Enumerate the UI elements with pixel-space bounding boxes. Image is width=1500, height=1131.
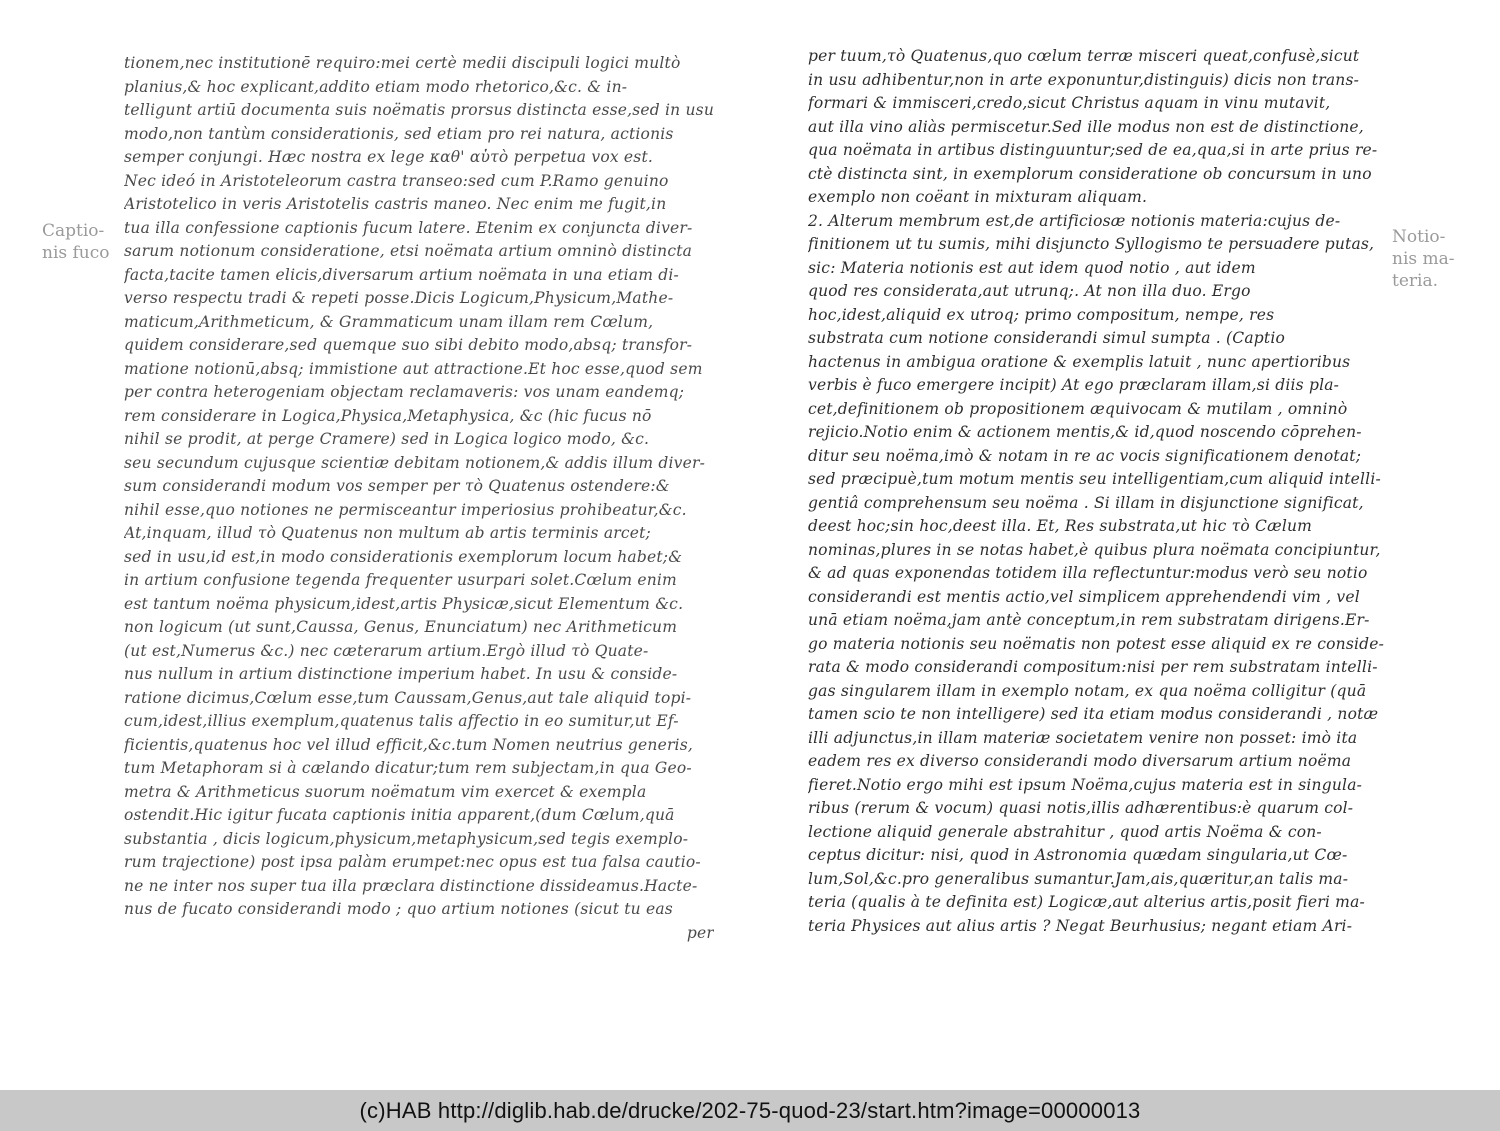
text-line: nus de fucato considerandi modo ; quo artium notiones (sicut tu eas bbox=[124, 900, 673, 918]
text-line: telligunt artiū documenta suis noëmatis prorsus distincta esse,sed in usu bbox=[124, 101, 714, 119]
text-line: sic: Materia notionis est aut idem quod notio , aut idem bbox=[808, 258, 1256, 277]
text-line: sarum notionum consideratione, etsi noëmata artium omninò distincta bbox=[124, 242, 693, 260]
text-line: Aristotelico in veris Aristotelis castris maneo. Nec enim me fugit,in bbox=[124, 195, 667, 213]
margin-note-line: Notio- bbox=[1392, 227, 1446, 247]
margin-note-line: nis fuco bbox=[42, 243, 110, 263]
copyright-footer bbox=[0, 1090, 1500, 1131]
text-line: Nec ideó in Aristoteleorum castra transeo:sed cum P.Ramo genuino bbox=[124, 171, 669, 190]
text-line: seu secundum cujusque scientiæ debitam notionem,& addis illum diver- bbox=[124, 453, 706, 472]
text-line: gentiâ comprehensum seu noëma . Si illam in disjunctione significat, bbox=[808, 493, 1364, 512]
left-page-text bbox=[124, 52, 714, 945]
text-line: cet,definitionem ob propositionem æquivocam & mutilam , omninò bbox=[808, 399, 1348, 418]
text-line: facta,tacite tamen elicis,diversarum artium noëmata in una etiam di- bbox=[124, 265, 679, 284]
text-line: quod res considerata,aut utrunq;. At non illa duo. Ergo bbox=[808, 282, 1251, 300]
text-line: gas singularem illam in exemplo notam, ex qua noëma colligitur (quā bbox=[808, 681, 1367, 700]
text-line: ratione dicimus,Cœlum esse,tum Caussam,Genus,aut tale aliquid topi- bbox=[124, 688, 692, 707]
text-line: formari & immisceri,credo,sicut Christus aquam in vinu mutavit, bbox=[808, 94, 1331, 112]
text-line: eadem res ex diverso considerandi modo diversarum artium noëma bbox=[808, 752, 1352, 770]
text-line: & ad quas exponendas totidem illa reflectuntur:modus verò seu notio bbox=[808, 564, 1368, 582]
text-line: go materia notionis seu noëmatis non potest esse aliquid ex re conside- bbox=[808, 634, 1385, 653]
text-line: deest hoc;sin hoc,deest illa. Et, Res substrata,ut hic τὸ Cælum bbox=[808, 517, 1313, 535]
text-line: ctè distincta sint, in exemplorum consideratione ob concursum in uno bbox=[808, 164, 1372, 183]
text-line: ribus (rerum & vocum) quasi notis,illis adhærentibus:è quarum col- bbox=[808, 799, 1354, 817]
margin-note-line: nis ma- bbox=[1392, 249, 1455, 269]
text-line: per contra heterogeniam objectam reclamaveris: vos unam eandemq; bbox=[124, 383, 685, 401]
text-line: tua illa confessione captionis fucum latere. Etenim ex conjuncta diver- bbox=[124, 218, 693, 237]
text-line: substantia , dicis logicum,physicum,metaphysicum,sed tegis exemplo- bbox=[124, 829, 689, 848]
text-line: nihil esse,quo notiones ne permisceantur imperiosius prohibeatur,&c. bbox=[124, 500, 687, 519]
text-line: ficientis,quatenus hoc vel illud efficit,&c.tum Nomen neutrius generis, bbox=[124, 735, 693, 754]
text-line: hactenus in ambigua oratione & exemplis latuit , nunc apertioribus bbox=[808, 352, 1351, 371]
margin-note-line: teria. bbox=[1392, 271, 1438, 291]
text-line: planius,& hoc explicant,addito etiam modo rhetorico,&c. & in- bbox=[124, 77, 628, 96]
text-line: in usu adhibentur,non in arte exponuntur,distinguis) dicis non trans- bbox=[808, 70, 1360, 89]
text-line: rejicio.Notio enim & actionem mentis,& id,quod noscendo cōprehen- bbox=[808, 423, 1362, 441]
text-line: ostendit.Hic igitur fucata captionis initia apparent,(dum Cœlum,quā bbox=[124, 806, 675, 824]
text-line: illi adjunctus,in illam materiæ societatem venire non posset: imò ita bbox=[808, 728, 1358, 747]
text-line: teria Physices aut alius artis ? Negat Beurhusius; negant etiam Ari- bbox=[808, 916, 1353, 935]
text-line: lectione aliquid generale abstrahitur , quod artis Noëma & con- bbox=[808, 822, 1322, 841]
text-line: finitionem ut tu sumis, mihi disjuncto Syllogismo te persuadere putas, bbox=[808, 235, 1375, 253]
text-line: sed præcipuè,tum motum mentis seu intelligentiam,cum aliquid intelli- bbox=[808, 470, 1381, 488]
text-line: considerandi est mentis actio,vel simplicem apprehendendi vim , vel bbox=[808, 587, 1360, 606]
text-line: sed in usu,id est,in modo considerationis exemplorum locum habet;& bbox=[124, 547, 683, 566]
text-line: est tantum noëma physicum,idest,artis Physicæ,sicut Elementum &c. bbox=[124, 594, 684, 613]
text-line: (ut est,Numerus &c.) nec cæterarum artium.Ergò illud τὸ Quate- bbox=[124, 641, 649, 660]
right-margin-note bbox=[1392, 226, 1492, 292]
text-line: quidem considerare,sed quemque suo sibi debito modo,absq; transfor- bbox=[124, 336, 693, 354]
text-line: metra & Arithmeticus suorum noëmatum vim exercet & exempla bbox=[124, 782, 647, 801]
text-line: exemplo non coëant in mixturam aliquam. bbox=[808, 188, 1148, 206]
text-line: rem considerare in Logica,Physica,Metaphysica, &c (hic fucus nō bbox=[124, 406, 652, 425]
text-line: ne ne inter nos super tua illa præclara distinctione dissideamus.Hacte- bbox=[124, 876, 698, 895]
text-line: tum Metaphoram si à cælando dicatur;tum rem subjectam,in qua Geo- bbox=[124, 759, 692, 777]
text-line: verbis è fuco emergere incipit) At ego præclaram illam,si diis pla- bbox=[808, 376, 1340, 394]
right-page-text bbox=[808, 45, 1390, 938]
text-line: non logicum (ut sunt,Caussa, Genus, Enunciatum) nec Arithmeticum bbox=[124, 618, 678, 636]
catchword: per bbox=[686, 923, 714, 942]
margin-note-line: Captio- bbox=[42, 221, 105, 241]
text-line: 2. Alterum membrum est,de artificiosæ notionis materia:cujus de- bbox=[808, 211, 1341, 230]
text-line: nus nullum in artium distinctione imperium habet. In usu & conside- bbox=[124, 665, 678, 683]
text-line: semper conjungi. Hæc nostra ex lege καθ' αὑτὸ perpetua vox est. bbox=[124, 148, 654, 166]
text-line: substrata cum notione considerandi simul sumpta . (Captio bbox=[808, 329, 1286, 347]
text-line: tionem,nec institutionē requiro:mei certè medii discipuli logici multò bbox=[124, 54, 681, 72]
text-line: sum considerandi modum vos semper per τὸ Quatenus ostendere:& bbox=[124, 477, 670, 495]
text-line: qua noëmata in artibus distinguuntur;sed de ea,qua,si in arte prius re- bbox=[808, 141, 1378, 159]
text-line: teria (qualis à te definita est) Logicæ,aut alterius artis,posit fieri ma- bbox=[808, 893, 1365, 911]
text-line: rata & modo considerandi compositum:nisi per rem substratam intelli- bbox=[808, 658, 1378, 676]
text-line: maticum,Arithmeticum, & Grammaticum unam illam rem Cœlum, bbox=[124, 312, 654, 331]
text-line: rum trajectione) post ipsa palàm erumpet:nec opus est tua falsa cautio- bbox=[124, 853, 701, 871]
text-line: tamen scio te non intelligere) sed ita etiam modus considerandi , notæ bbox=[808, 705, 1379, 723]
text-line: matione notionū,absq; immistione aut attractione.Et hoc esse,quod sem bbox=[124, 359, 703, 378]
text-line: ceptus dicitur: nisi, quod in Astronomia quædam singularia,ut Cœ- bbox=[808, 846, 1348, 864]
text-line: nominas,plures in se notas habet,è quibus plura noëmata concipiuntur, bbox=[808, 540, 1381, 559]
text-line: unā etiam noëma,jam antè conceptum,in rem substratam dirigens.Er- bbox=[808, 611, 1370, 629]
text-line: verso respectu tradi & repeti posse.Dicis Logicum,Physicum,Mathe- bbox=[124, 289, 674, 307]
text-line: aut illa vino aliàs permiscetur.Sed ille modus non est de distinctione, bbox=[808, 117, 1364, 136]
copyright-text: (c)HAB http://diglib.hab.de/drucke/202-75-quod-23/start.htm?image=00000013 bbox=[359, 1097, 1141, 1123]
text-line: ditur seu noëma,imò & notam in re ac vocis significationem denotat; bbox=[808, 446, 1362, 465]
text-line: cum,idest,illius exemplum,quatenus talis affectio in eo sumitur,ut Ef- bbox=[124, 712, 679, 730]
text-line: nihil se prodit, at perge Cramere) sed in Logica logico modo, &c. bbox=[124, 430, 650, 448]
text-line: per tuum,τὸ Quatenus,quo cœlum terræ misceri queat,confusè,sicut bbox=[808, 47, 1360, 65]
text-line: At,inquam, illud τὸ Quatenus non multum ab artis terminis arcet; bbox=[124, 524, 651, 542]
left-margin-note bbox=[42, 220, 122, 264]
text-line: in artium confusione tegenda frequenter usurpari solet.Cœlum enim bbox=[124, 571, 677, 589]
text-line: modo,non tantùm considerationis, sed etiam pro rei natura, actionis bbox=[124, 124, 674, 143]
text-line: fieret.Notio ergo mihi est ipsum Noëma,cujus materia est in singula- bbox=[808, 775, 1363, 794]
text-line: lum,Sol,&c.pro generalibus sumantur.Jam,ais,quæritur,an talis ma- bbox=[808, 869, 1349, 888]
text-line: hoc,idest,aliquid ex utroq; primo compositum, nempe, res bbox=[808, 305, 1275, 324]
